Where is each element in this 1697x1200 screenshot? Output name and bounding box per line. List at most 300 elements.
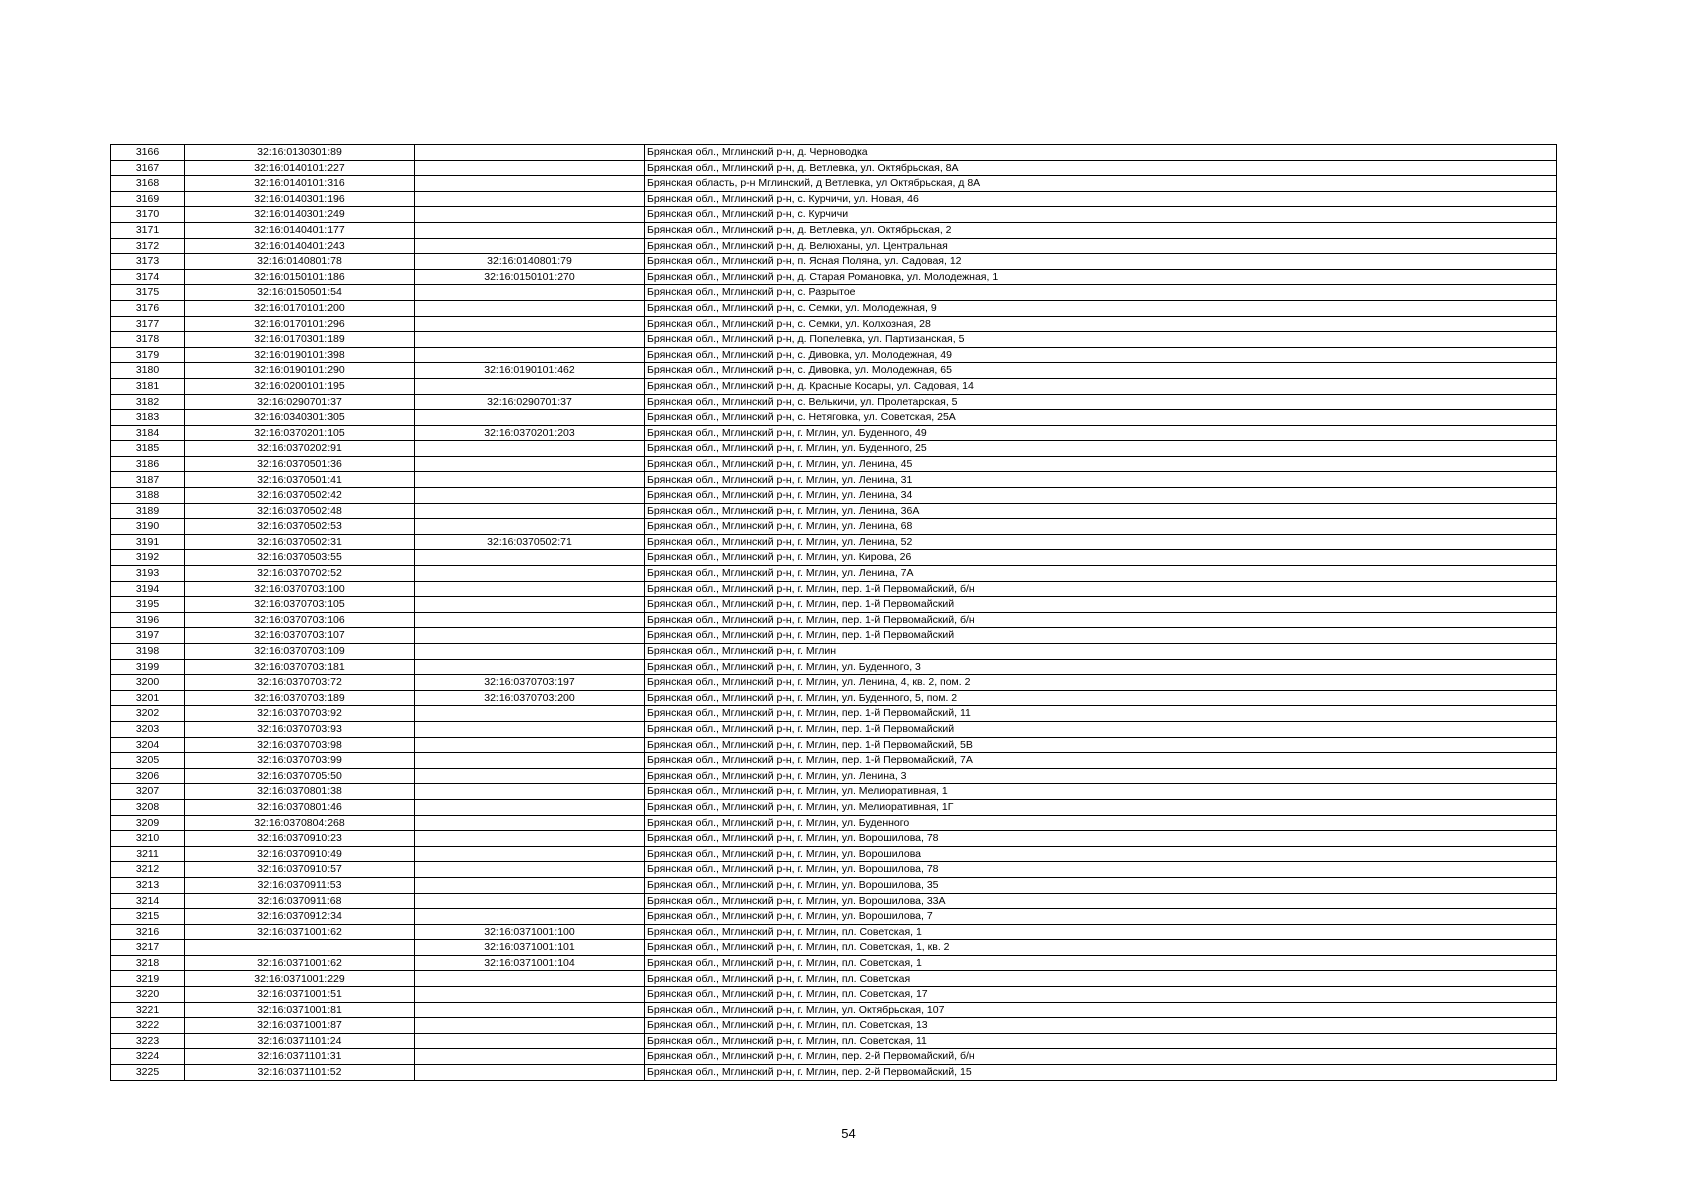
related-cadastral-number-cell: [415, 877, 645, 893]
row-number-cell: 3205: [111, 753, 185, 769]
row-number-cell: 3190: [111, 519, 185, 535]
cadastral-number-cell: 32:16:0370503:55: [185, 550, 415, 566]
related-cadastral-number-cell: 32:16:0370703:200: [415, 690, 645, 706]
cadastral-number-cell: 32:16:0371001:81: [185, 1002, 415, 1018]
related-cadastral-number-cell: [415, 987, 645, 1003]
table-row: [111, 862, 1557, 878]
table-row: [111, 644, 1557, 660]
table-row: [111, 550, 1557, 566]
cadastral-number-cell: 32:16:0370703:100: [185, 581, 415, 597]
related-cadastral-number-cell: 32:16:0290701:37: [415, 394, 645, 410]
cadastral-number-cell: 32:16:0370801:38: [185, 784, 415, 800]
row-number-cell: 3171: [111, 222, 185, 238]
table-row: [111, 753, 1557, 769]
cadastral-number-cell: 32:16:0370202:91: [185, 441, 415, 457]
page-number: 54: [841, 1126, 856, 1141]
address-cell: Брянская обл., Мглинский р-н, с. Дивовка, ул. Молодежная, 49: [645, 347, 1557, 363]
cadastral-number-cell: 32:16:0370703:107: [185, 628, 415, 644]
address-cell: Брянская обл., Мглинский р-н, г. Мглин, ул. Ленина, 68: [645, 519, 1557, 535]
related-cadastral-number-cell: 32:16:0371001:104: [415, 955, 645, 971]
related-cadastral-number-cell: [415, 503, 645, 519]
address-cell: Брянская обл., Мглинский р-н, с. Семки, ул. Колхозная, 28: [645, 316, 1557, 332]
address-cell: Брянская обл., Мглинский р-н, г. Мглин, пер. 1-й Первомайский: [645, 597, 1557, 613]
address-cell: Брянская обл., Мглинский р-н, с. Велькичи, ул. Пролетарская, 5: [645, 394, 1557, 410]
cadastral-number-cell: 32:16:0370703:92: [185, 706, 415, 722]
row-number-cell: 3179: [111, 347, 185, 363]
table-row: [111, 690, 1557, 706]
related-cadastral-number-cell: [415, 1033, 645, 1049]
address-cell: Брянская обл., Мглинский р-н, д. Ветлевка, ул. Октябрьская, 2: [645, 222, 1557, 238]
table-row: [111, 145, 1557, 161]
row-number-cell: 3222: [111, 1018, 185, 1034]
table-row: [111, 191, 1557, 207]
table-row: [111, 222, 1557, 238]
cadastral-number-cell: 32:16:0150101:186: [185, 269, 415, 285]
related-cadastral-number-cell: [415, 488, 645, 504]
related-cadastral-number-cell: 32:16:0370502:71: [415, 534, 645, 550]
address-cell: Брянская обл., Мглинский р-н, с. Курчичи: [645, 207, 1557, 223]
cadastral-number-cell: 32:16:0170301:189: [185, 332, 415, 348]
address-cell: Брянская обл., Мглинский р-н, г. Мглин, ул. Ворошилова, 35: [645, 877, 1557, 893]
related-cadastral-number-cell: [415, 893, 645, 909]
related-cadastral-number-cell: [415, 909, 645, 925]
cadastral-number-cell: 32:16:0140401:243: [185, 238, 415, 254]
related-cadastral-number-cell: [415, 1049, 645, 1065]
row-number-cell: 3209: [111, 815, 185, 831]
table-row: [111, 1065, 1557, 1081]
row-number-cell: 3221: [111, 1002, 185, 1018]
table-row: [111, 1018, 1557, 1034]
address-cell: Брянская обл., Мглинский р-н, д. Велюханы, ул. Центральная: [645, 238, 1557, 254]
table-row: [111, 737, 1557, 753]
cadastral-number-cell: 32:16:0340301:305: [185, 410, 415, 426]
table-row: [111, 581, 1557, 597]
related-cadastral-number-cell: [415, 347, 645, 363]
table-row: [111, 285, 1557, 301]
related-cadastral-number-cell: [415, 456, 645, 472]
cadastral-number-cell: 32:16:0200101:195: [185, 378, 415, 394]
cadastral-number-cell: 32:16:0140801:78: [185, 254, 415, 270]
related-cadastral-number-cell: 32:16:0371001:101: [415, 940, 645, 956]
related-cadastral-number-cell: [415, 784, 645, 800]
cadastral-number-cell: 32:16:0370705:50: [185, 768, 415, 784]
related-cadastral-number-cell: 32:16:0150101:270: [415, 269, 645, 285]
row-number-cell: 3184: [111, 425, 185, 441]
cadastral-number-cell: 32:16:0370801:46: [185, 799, 415, 815]
row-number-cell: 3219: [111, 971, 185, 987]
address-cell: Брянская обл., Мглинский р-н, г. Мглин, пер. 2-й Первомайский, 15: [645, 1065, 1557, 1081]
cadastral-number-cell: 32:16:0370502:31: [185, 534, 415, 550]
address-cell: Брянская обл., Мглинский р-н, г. Мглин, ул. Буденного, 25: [645, 441, 1557, 457]
row-number-cell: 3182: [111, 394, 185, 410]
table-row: [111, 846, 1557, 862]
table-row: [111, 628, 1557, 644]
row-number-cell: 3218: [111, 955, 185, 971]
row-number-cell: 3196: [111, 612, 185, 628]
related-cadastral-number-cell: [415, 378, 645, 394]
related-cadastral-number-cell: [415, 316, 645, 332]
related-cadastral-number-cell: 32:16:0140801:79: [415, 254, 645, 270]
table-row: [111, 768, 1557, 784]
table-row: [111, 363, 1557, 379]
table-row: [111, 410, 1557, 426]
cadastral-number-cell: 32:16:0370703:93: [185, 721, 415, 737]
address-cell: Брянская обл., Мглинский р-н, г. Мглин, ул. Ленина, 52: [645, 534, 1557, 550]
address-cell: Брянская обл., Мглинский р-н, г. Мглин, ул. Ленина, 34: [645, 488, 1557, 504]
related-cadastral-number-cell: [415, 597, 645, 613]
address-cell: Брянская обл., Мглинский р-н, г. Мглин, ул. Кирова, 26: [645, 550, 1557, 566]
row-number-cell: 3200: [111, 675, 185, 691]
cadastral-number-cell: 32:16:0370703:98: [185, 737, 415, 753]
table-row: [111, 316, 1557, 332]
row-number-cell: 3176: [111, 300, 185, 316]
related-cadastral-number-cell: [415, 862, 645, 878]
row-number-cell: 3185: [111, 441, 185, 457]
row-number-cell: 3180: [111, 363, 185, 379]
related-cadastral-number-cell: [415, 1002, 645, 1018]
table-row: [111, 831, 1557, 847]
related-cadastral-number-cell: [415, 815, 645, 831]
cadastral-number-cell: 32:16:0370703:72: [185, 675, 415, 691]
related-cadastral-number-cell: [415, 831, 645, 847]
cadastral-number-cell: 32:16:0370502:48: [185, 503, 415, 519]
cadastral-number-cell: 32:16:0371001:87: [185, 1018, 415, 1034]
cadastral-number-cell: 32:16:0370911:53: [185, 877, 415, 893]
address-cell: Брянская обл., Мглинский р-н, д. Попелевка, ул. Партизанская, 5: [645, 332, 1557, 348]
cadastral-number-cell: 32:16:0370703:109: [185, 644, 415, 660]
table-row: [111, 659, 1557, 675]
row-number-cell: 3213: [111, 877, 185, 893]
cadastral-number-cell: 32:16:0371101:31: [185, 1049, 415, 1065]
address-cell: Брянская обл., Мглинский р-н, г. Мглин, ул. Буденного, 5, пом. 2: [645, 690, 1557, 706]
related-cadastral-number-cell: [415, 753, 645, 769]
table-row: [111, 612, 1557, 628]
cadastral-number-cell: 32:16:0140301:249: [185, 207, 415, 223]
table-row: [111, 597, 1557, 613]
related-cadastral-number-cell: [415, 160, 645, 176]
related-cadastral-number-cell: [415, 519, 645, 535]
related-cadastral-number-cell: [415, 846, 645, 862]
row-number-cell: 3181: [111, 378, 185, 394]
row-number-cell: 3177: [111, 316, 185, 332]
address-cell: Брянская обл., Мглинский р-н, г. Мглин, пл. Советская, 1, кв. 2: [645, 940, 1557, 956]
address-cell: Брянская обл., Мглинский р-н, г. Мглин, пл. Советская, 1: [645, 924, 1557, 940]
table-row: [111, 706, 1557, 722]
table-row: [111, 971, 1557, 987]
table-row: [111, 425, 1557, 441]
cadastral-number-cell: 32:16:0370911:68: [185, 893, 415, 909]
row-number-cell: 3170: [111, 207, 185, 223]
cadastral-number-cell: 32:16:0370910:57: [185, 862, 415, 878]
address-cell: Брянская обл., Мглинский р-н, г. Мглин, ул. Ленина, 4, кв. 2, пом. 2: [645, 675, 1557, 691]
cadastral-number-cell: 32:16:0370910:23: [185, 831, 415, 847]
table-row: [111, 441, 1557, 457]
cadastral-number-cell: 32:16:0371101:24: [185, 1033, 415, 1049]
address-cell: Брянская обл., Мглинский р-н, г. Мглин, ул. Буденного, 3: [645, 659, 1557, 675]
table-row: [111, 721, 1557, 737]
row-number-cell: 3225: [111, 1065, 185, 1081]
address-cell: Брянская обл., Мглинский р-н, г. Мглин, ул. Мелиоративная, 1: [645, 784, 1557, 800]
table-row: [111, 332, 1557, 348]
related-cadastral-number-cell: [415, 799, 645, 815]
row-number-cell: 3186: [111, 456, 185, 472]
address-cell: Брянская обл., Мглинский р-н, д. Ветлевка, ул. Октябрьская, 8А: [645, 160, 1557, 176]
address-cell: Брянская обл., Мглинский р-н, г. Мглин, ул. Ворошилова, 78: [645, 831, 1557, 847]
related-cadastral-number-cell: [415, 1018, 645, 1034]
address-cell: Брянская обл., Мглинский р-н, г. Мглин, пл. Советская, 11: [645, 1033, 1557, 1049]
related-cadastral-number-cell: [415, 441, 645, 457]
row-number-cell: 3208: [111, 799, 185, 815]
row-number-cell: 3194: [111, 581, 185, 597]
row-number-cell: 3199: [111, 659, 185, 675]
row-number-cell: 3210: [111, 831, 185, 847]
table-row: [111, 160, 1557, 176]
registry-table: [110, 144, 1557, 1081]
address-cell: Брянская обл., Мглинский р-н, д. Старая Романовка, ул. Молодежная, 1: [645, 269, 1557, 285]
row-number-cell: 3188: [111, 488, 185, 504]
address-cell: Брянская обл., Мглинский р-н, с. Дивовка, ул. Молодежная, 65: [645, 363, 1557, 379]
address-cell: Брянская область, р-н Мглинский, д Ветлевка, ул Октябрьская, д 8А: [645, 176, 1557, 192]
address-cell: Брянская обл., Мглинский р-н, г. Мглин, ул. Буденного: [645, 815, 1557, 831]
address-cell: Брянская обл., Мглинский р-н, г. Мглин, ул. Ленина, 45: [645, 456, 1557, 472]
cadastral-number-cell: 32:16:0130301:89: [185, 145, 415, 161]
row-number-cell: 3189: [111, 503, 185, 519]
row-number-cell: 3192: [111, 550, 185, 566]
cadastral-number-cell: 32:16:0140101:316: [185, 176, 415, 192]
address-cell: Брянская обл., Мглинский р-н, г. Мглин, пл. Советская, 1: [645, 955, 1557, 971]
table-row: [111, 254, 1557, 270]
table-row: [111, 909, 1557, 925]
address-cell: Брянская обл., Мглинский р-н, г. Мглин, ул. Октябрьская, 107: [645, 1002, 1557, 1018]
address-cell: Брянская обл., Мглинский р-н, п. Ясная Поляна, ул. Садовая, 12: [645, 254, 1557, 270]
cadastral-number-cell: 32:16:0370501:36: [185, 456, 415, 472]
related-cadastral-number-cell: [415, 145, 645, 161]
related-cadastral-number-cell: [415, 472, 645, 488]
row-number-cell: 3195: [111, 597, 185, 613]
related-cadastral-number-cell: [415, 222, 645, 238]
cadastral-number-cell: 32:16:0170101:200: [185, 300, 415, 316]
cadastral-number-cell: 32:16:0150501:54: [185, 285, 415, 301]
related-cadastral-number-cell: [415, 238, 645, 254]
table-row: [111, 503, 1557, 519]
row-number-cell: 3217: [111, 940, 185, 956]
address-cell: Брянская обл., Мглинский р-н, г. Мглин, пл. Советская, 17: [645, 987, 1557, 1003]
address-cell: Брянская обл., Мглинский р-н, г. Мглин, пер. 1-й Первомайский, б/н: [645, 612, 1557, 628]
cadastral-number-cell: 32:16:0370703:106: [185, 612, 415, 628]
table-row: [111, 924, 1557, 940]
related-cadastral-number-cell: 32:16:0370201:203: [415, 425, 645, 441]
cadastral-number-cell: 32:16:0370201:105: [185, 425, 415, 441]
related-cadastral-number-cell: [415, 628, 645, 644]
related-cadastral-number-cell: [415, 644, 645, 660]
address-cell: Брянская обл., Мглинский р-н, г. Мглин, ул. Ворошилова, 7: [645, 909, 1557, 925]
address-cell: Брянская обл., Мглинский р-н, д. Черноводка: [645, 145, 1557, 161]
address-cell: Брянская обл., Мглинский р-н, г. Мглин, пер. 1-й Первомайский, 7А: [645, 753, 1557, 769]
row-number-cell: 3168: [111, 176, 185, 192]
cadastral-number-cell: 32:16:0190101:398: [185, 347, 415, 363]
cadastral-number-cell: 32:16:0370703:99: [185, 753, 415, 769]
cadastral-number-cell: 32:16:0371001:62: [185, 924, 415, 940]
cadastral-number-cell: 32:16:0371101:52: [185, 1065, 415, 1081]
row-number-cell: 3202: [111, 706, 185, 722]
row-number-cell: 3198: [111, 644, 185, 660]
related-cadastral-number-cell: [415, 410, 645, 426]
related-cadastral-number-cell: 32:16:0190101:462: [415, 363, 645, 379]
related-cadastral-number-cell: 32:16:0371001:100: [415, 924, 645, 940]
table-row: [111, 519, 1557, 535]
related-cadastral-number-cell: [415, 285, 645, 301]
table-row: [111, 877, 1557, 893]
address-cell: Брянская обл., Мглинский р-н, д. Красные Косары, ул. Садовая, 14: [645, 378, 1557, 394]
table-row: [111, 815, 1557, 831]
row-number-cell: 3224: [111, 1049, 185, 1065]
row-number-cell: 3203: [111, 721, 185, 737]
address-cell: Брянская обл., Мглинский р-н, г. Мглин, пер. 1-й Первомайский, 11: [645, 706, 1557, 722]
row-number-cell: 3175: [111, 285, 185, 301]
address-cell: Брянская обл., Мглинский р-н, г. Мглин, пер. 1-й Первомайский, б/н: [645, 581, 1557, 597]
cadastral-number-cell: 32:16:0370912:34: [185, 909, 415, 925]
address-cell: Брянская обл., Мглинский р-н, с. Нетяговка, ул. Советская, 25А: [645, 410, 1557, 426]
row-number-cell: 3172: [111, 238, 185, 254]
cadastral-number-cell: 32:16:0370702:52: [185, 566, 415, 582]
row-number-cell: 3174: [111, 269, 185, 285]
cadastral-number-cell: 32:16:0370804:268: [185, 815, 415, 831]
table-row: [111, 675, 1557, 691]
cadastral-number-cell: 32:16:0170101:296: [185, 316, 415, 332]
row-number-cell: 3207: [111, 784, 185, 800]
address-cell: Брянская обл., Мглинский р-н, с. Разрытое: [645, 285, 1557, 301]
address-cell: Брянская обл., Мглинский р-н, г. Мглин, пл. Советская: [645, 971, 1557, 987]
address-cell: Брянская обл., Мглинский р-н, г. Мглин, пер. 1-й Первомайский: [645, 628, 1557, 644]
cadastral-number-cell: [185, 940, 415, 956]
table-row: [111, 955, 1557, 971]
address-cell: Брянская обл., Мглинский р-н, г. Мглин: [645, 644, 1557, 660]
row-number-cell: 3167: [111, 160, 185, 176]
table-row: [111, 238, 1557, 254]
cadastral-number-cell: 32:16:0290701:37: [185, 394, 415, 410]
related-cadastral-number-cell: [415, 581, 645, 597]
row-number-cell: 3206: [111, 768, 185, 784]
cadastral-number-cell: 32:16:0140301:196: [185, 191, 415, 207]
table-row: [111, 1049, 1557, 1065]
address-cell: Брянская обл., Мглинский р-н, г. Мглин, ул. Ленина, 31: [645, 472, 1557, 488]
related-cadastral-number-cell: 32:16:0370703:197: [415, 675, 645, 691]
cadastral-number-cell: 32:16:0370501:41: [185, 472, 415, 488]
related-cadastral-number-cell: [415, 207, 645, 223]
row-number-cell: 3215: [111, 909, 185, 925]
address-cell: Брянская обл., Мглинский р-н, г. Мглин, пл. Советская, 13: [645, 1018, 1557, 1034]
row-number-cell: 3193: [111, 566, 185, 582]
table-row: [111, 472, 1557, 488]
row-number-cell: 3173: [111, 254, 185, 270]
address-cell: Брянская обл., Мглинский р-н, с. Курчичи, ул. Новая, 46: [645, 191, 1557, 207]
address-cell: Брянская обл., Мглинский р-н, с. Семки, ул. Молодежная, 9: [645, 300, 1557, 316]
related-cadastral-number-cell: [415, 1065, 645, 1081]
row-number-cell: 3187: [111, 472, 185, 488]
cadastral-number-cell: 32:16:0140401:177: [185, 222, 415, 238]
address-cell: Брянская обл., Мглинский р-н, г. Мглин, ул. Мелиоративная, 1Г: [645, 799, 1557, 815]
address-cell: Брянская обл., Мглинский р-н, г. Мглин, ул. Буденного, 49: [645, 425, 1557, 441]
address-cell: Брянская обл., Мглинский р-н, г. Мглин, ул. Ленина, 3: [645, 768, 1557, 784]
related-cadastral-number-cell: [415, 721, 645, 737]
cadastral-number-cell: 32:16:0371001:62: [185, 955, 415, 971]
cadastral-number-cell: 32:16:0371001:51: [185, 987, 415, 1003]
table-row: [111, 269, 1557, 285]
table-row: [111, 566, 1557, 582]
cadastral-number-cell: 32:16:0370502:53: [185, 519, 415, 535]
cadastral-number-cell: 32:16:0371001:229: [185, 971, 415, 987]
table-row: [111, 799, 1557, 815]
table-row: [111, 456, 1557, 472]
row-number-cell: 3183: [111, 410, 185, 426]
related-cadastral-number-cell: [415, 176, 645, 192]
row-number-cell: 3178: [111, 332, 185, 348]
related-cadastral-number-cell: [415, 706, 645, 722]
table-row: [111, 987, 1557, 1003]
row-number-cell: 3201: [111, 690, 185, 706]
table-row: [111, 300, 1557, 316]
row-number-cell: 3211: [111, 846, 185, 862]
related-cadastral-number-cell: [415, 768, 645, 784]
table-row: [111, 176, 1557, 192]
cadastral-number-cell: 32:16:0370703:189: [185, 690, 415, 706]
row-number-cell: 3223: [111, 1033, 185, 1049]
table-row: [111, 378, 1557, 394]
related-cadastral-number-cell: [415, 971, 645, 987]
related-cadastral-number-cell: [415, 332, 645, 348]
row-number-cell: 3214: [111, 893, 185, 909]
related-cadastral-number-cell: [415, 550, 645, 566]
table-row: [111, 347, 1557, 363]
table-row: [111, 534, 1557, 550]
address-cell: Брянская обл., Мглинский р-н, г. Мглин, пер. 2-й Первомайский, б/н: [645, 1049, 1557, 1065]
row-number-cell: 3197: [111, 628, 185, 644]
row-number-cell: 3216: [111, 924, 185, 940]
address-cell: Брянская обл., Мглинский р-н, г. Мглин, ул. Ворошилова: [645, 846, 1557, 862]
table-row: [111, 940, 1557, 956]
table-row: [111, 893, 1557, 909]
row-number-cell: 3220: [111, 987, 185, 1003]
related-cadastral-number-cell: [415, 612, 645, 628]
related-cadastral-number-cell: [415, 566, 645, 582]
table-row: [111, 1002, 1557, 1018]
cadastral-number-cell: 32:16:0370502:42: [185, 488, 415, 504]
row-number-cell: 3169: [111, 191, 185, 207]
cadastral-number-cell: 32:16:0370703:181: [185, 659, 415, 675]
table-row: [111, 1033, 1557, 1049]
cadastral-number-cell: 32:16:0370703:105: [185, 597, 415, 613]
row-number-cell: 3212: [111, 862, 185, 878]
table-row: [111, 784, 1557, 800]
registry-table-body: [111, 145, 1557, 1081]
address-cell: Брянская обл., Мглинский р-н, г. Мглин, пер. 1-й Первомайский: [645, 721, 1557, 737]
cadastral-number-cell: 32:16:0140101:227: [185, 160, 415, 176]
related-cadastral-number-cell: [415, 300, 645, 316]
related-cadastral-number-cell: [415, 191, 645, 207]
address-cell: Брянская обл., Мглинский р-н, г. Мглин, ул. Ворошилова, 78: [645, 862, 1557, 878]
row-number-cell: 3204: [111, 737, 185, 753]
address-cell: Брянская обл., Мглинский р-н, г. Мглин, пер. 1-й Первомайский, 5В: [645, 737, 1557, 753]
address-cell: Брянская обл., Мглинский р-н, г. Мглин, ул. Ворошилова, 33А: [645, 893, 1557, 909]
table-row: [111, 488, 1557, 504]
table-row: [111, 207, 1557, 223]
related-cadastral-number-cell: [415, 659, 645, 675]
cadastral-number-cell: 32:16:0370910:49: [185, 846, 415, 862]
row-number-cell: 3191: [111, 534, 185, 550]
address-cell: Брянская обл., Мглинский р-н, г. Мглин, ул. Ленина, 7А: [645, 566, 1557, 582]
row-number-cell: 3166: [111, 145, 185, 161]
address-cell: Брянская обл., Мглинский р-н, г. Мглин, ул. Ленина, 36А: [645, 503, 1557, 519]
